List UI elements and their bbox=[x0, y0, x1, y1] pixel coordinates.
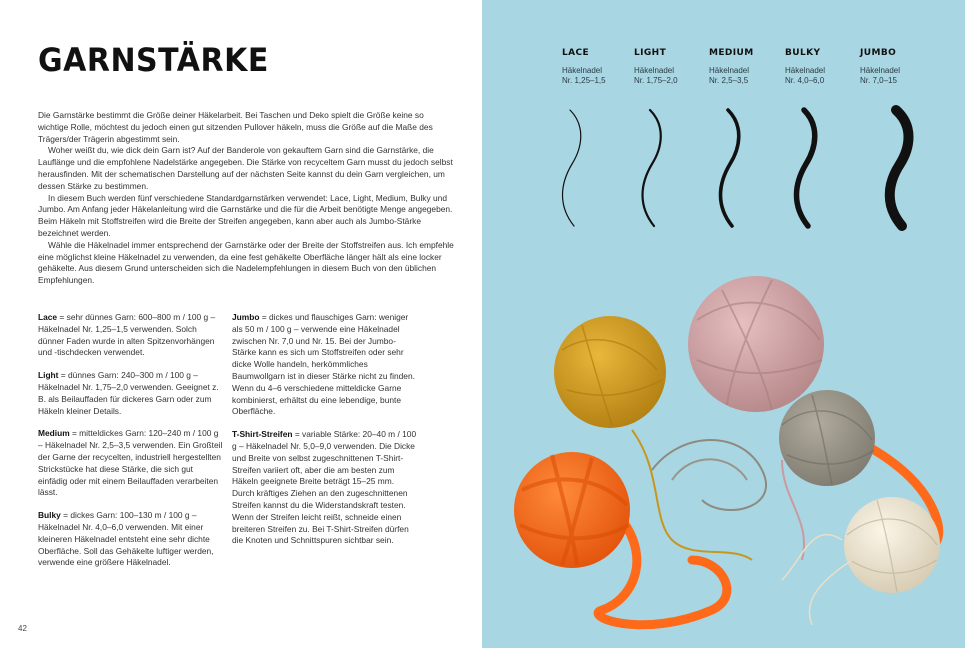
mustard-strand bbox=[632, 430, 752, 560]
definition-text: = dickes und flauschiges Garn: weniger als 50 m / 100 g – verwende eine Häkelnadel zwischen Nr. 7,0 und Nr. 15. Bei der Jumbo-Stärke kann es sich um Stoffstreifen oder sehr dicke Wolle handeln, herkömmliches Baumwollgarn ist in dieser Stärke nicht zu finden. Wenn du 4–6 verschiedene mitteldicke Garne kombinierst, erhältst du eine lebendige, bunte Oberfläche. bbox=[232, 312, 415, 417]
definition-jumbo bbox=[232, 312, 418, 418]
yarn-balls-photo bbox=[482, 0, 965, 648]
weight-name: BULKY bbox=[785, 48, 821, 58]
grey-yarn-ball bbox=[779, 390, 875, 486]
definition-term: Lace bbox=[38, 312, 58, 322]
intro-text bbox=[38, 110, 456, 287]
weight-hook-size: Nr. 1,25–1,5 bbox=[562, 76, 606, 85]
weight-hook-size: Nr. 2,5–3,5 bbox=[709, 76, 749, 85]
page-title: GARNSTÄRKE bbox=[38, 42, 269, 80]
definition-term: T-Shirt-Streifen bbox=[232, 429, 293, 440]
definition-term: Light bbox=[38, 370, 59, 381]
definition-tshirt-strips bbox=[232, 429, 418, 547]
grey-strand bbox=[652, 440, 766, 510]
definitions-column-right bbox=[232, 312, 418, 558]
definition-text: = mitteldickes Garn: 120–240 m / 100 g – Häkelnadel Nr. 2,5–3,5 verwenden. Ein Großteil der Garne der recycelten, industriell hergestellten Strickstücke hat diese Stärke, die sich gut einfädig oder mit einem Beilauffaden verarbeiten lässt. bbox=[38, 428, 223, 498]
pink-yarn-ball bbox=[688, 276, 824, 412]
definition-term: Bulky bbox=[38, 510, 61, 521]
definition-term: Medium bbox=[38, 428, 70, 439]
definition-term: Jumbo bbox=[232, 312, 260, 322]
weight-hook-label: Häkelnadel bbox=[634, 65, 675, 75]
intro-paragraph: In diesem Buch werden fünf verschiedene Standardgarnstärken verwendet: Lace, Light, Medium, Bulky und Jumbo. Am Anfang jeder Häkelanleitung wird die Garnstärke und die für die Arbeit benötigte Menge angegeben. Beim Häkeln mit Stoffstreifen wird die Breite der Streifen angegeben, kann aber auch als Jumbo-Stärke bezeichnet werden. bbox=[38, 192, 453, 238]
weight-hook-label: Häkelnadel bbox=[709, 65, 750, 75]
definition-light bbox=[38, 370, 224, 417]
weight-name: LIGHT bbox=[634, 48, 667, 58]
right-page bbox=[482, 0, 965, 648]
weight-name: JUMBO bbox=[860, 48, 897, 58]
definition-medium bbox=[38, 428, 224, 499]
definition-bulky bbox=[38, 510, 224, 569]
page-number: 42 bbox=[18, 624, 27, 633]
definition-text: = variable Stärke: 20–40 m / 100 g – Häkelnadel Nr. 5,0–9,0 verwenden. Die Dicke und Breite von selbst zugeschnittenen T-Shirt-Streifen variiert oft, aber die am besten zum Häkeln geeignete Breite beträgt 15–25 mm. Durch kräftiges Ziehen an den zugeschnittenen Streifen kannst du die Widerstandskraft testen. Wenn der Streifen leicht reißt, schneide einen breiteren Streifen zu. Bei T-Shirt-Streifen dürfen die Knoten und Schnittspuren sichtbar sein. bbox=[232, 429, 417, 546]
weight-hook-size: Nr. 7,0–15 bbox=[860, 76, 897, 85]
cream-yarn-ball bbox=[844, 497, 940, 593]
weight-hook-size: Nr. 4,0–6,0 bbox=[785, 76, 825, 85]
definition-text: = dünnes Garn: 240–300 m / 100 g – Häkelnadel Nr. 1,75–2,0 verwenden. Geeignet z. B. als Beilauffaden für dickeres Garn oder zum Häkeln kleiner Details. bbox=[38, 370, 219, 416]
definitions-column-left bbox=[38, 312, 224, 580]
weight-hook-size: Nr. 1,75–2,0 bbox=[634, 76, 678, 85]
intro-paragraph: Woher weißt du, wie dick dein Garn ist? Auf der Banderole von gekauftem Garn sind die Garnstärke, die Lauflänge und die empfohlene Nadelstärke angegeben. Die Stärke von recyceltem Garn musst du jedoch selbst herausfinden. Mit der schematischen Darstellung auf der nächsten Seite kannst du dein Garn vergleichen, um dessen Stärke zu bestimmen. bbox=[38, 145, 453, 191]
cream-strand bbox=[782, 535, 852, 625]
intro-paragraph: Wähle die Häkelnadel immer entsprechend der Garnstärke oder der Breite der Stoffstreifen aus. Ich empfehle eine möglichst kleine Häkelnadel zu verwenden, da eine fest gehäkelte Oberfläche länger hält als eine locker gehäkelte. Aus diesem Grund unterscheiden sich die Nadelempfehlungen in diesem Buch von den üblichen Empfehlungen. bbox=[38, 239, 454, 286]
definition-text: = sehr dünnes Garn: 600–800 m / 100 g – Häkelnadel Nr. 1,25–1,5 verwenden. Solch dünner Faden wurde in alten Spitzenvorhängen und -tischdecken verwendet. bbox=[38, 312, 216, 358]
weight-hook-label: Häkelnadel bbox=[785, 65, 826, 75]
mustard-yarn-ball bbox=[554, 316, 666, 428]
definition-text: = dickes Garn: 100–130 m / 100 g – Häkelnadel Nr. 4,0–6,0 verwenden. Mit einer kleineren Häkelnadel entsteht eine sehr dichte Oberfläche. Soll das Gehäkelte luftiger werden, verwende eine größere Häkelnadel. bbox=[38, 510, 214, 568]
weight-hook-label: Häkelnadel bbox=[860, 65, 901, 75]
grey-strand bbox=[672, 459, 747, 480]
weight-name: LACE bbox=[562, 48, 590, 58]
orange-yarn-ball bbox=[514, 452, 630, 568]
definition-lace bbox=[38, 312, 224, 359]
left-page bbox=[0, 0, 482, 648]
weight-name: MEDIUM bbox=[709, 48, 754, 58]
weight-hook-label: Häkelnadel bbox=[562, 65, 603, 75]
intro-paragraph: Die Garnstärke bestimmt die Größe deiner Häkelarbeit. Bei Taschen und Deko spielt die Größe keine so wichtige Rolle, möchtest du jedoch einen gut sitzenden Pullover häkeln, muss die Größe auf die Maße des Trägers/der Trägerin abgestimmt sein. bbox=[38, 110, 433, 144]
